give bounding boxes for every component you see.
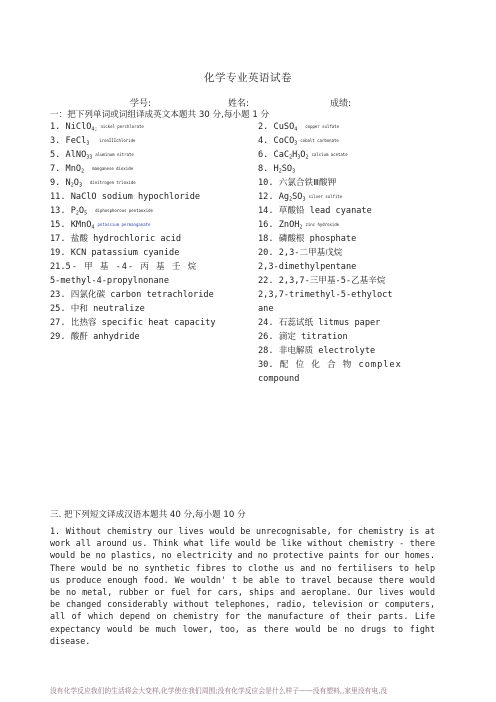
question-15: 15. KMnO$_4$ potassium permanganate bbox=[50, 220, 151, 231]
section-1-title: 一：把下列单词或词组译成英文本题共 30 分,每小题 1 分 bbox=[50, 110, 270, 120]
question-3: 3. FeCl$_3$ ironIIIchloride bbox=[50, 136, 136, 147]
question-7: 7. MnO$_2$ manganese dioxide bbox=[50, 164, 134, 175]
question-17: 17. 盐酸 hydrochloric acid bbox=[50, 234, 182, 244]
section-3-title: 三. 把下列短文译成汉语本题共 40 分,每小题 10 分 bbox=[50, 510, 246, 520]
exam-title: 化学专业英语试卷 bbox=[204, 72, 292, 84]
question-16: 16. ZnOH$_2$ zinc hydroxide bbox=[258, 220, 340, 231]
question-30-answer: compound bbox=[258, 374, 300, 384]
question-8: 8. $H_2SO_3$ bbox=[258, 164, 296, 175]
question-4: 4. CoCO$_3$ cobalt carbonate bbox=[258, 136, 339, 147]
question-22: 22. 2,3,7-三甲基-5-乙基辛烷 bbox=[258, 276, 386, 286]
question-29: 29. 酸酐 anhydride bbox=[50, 332, 140, 342]
question-12: 12. $Ag_2SO_3$ silver sulfite bbox=[258, 192, 343, 203]
question-25: 25. 中和 neutralize bbox=[50, 304, 145, 314]
question-20-answer: 2,3-dimethylpentane bbox=[258, 262, 357, 272]
question-21-answer: 5-methyl-4-propylnonane bbox=[50, 276, 169, 286]
question-18: 18. 磷酸根 phosphate bbox=[258, 234, 357, 244]
question-19: 19. KCN patassium cyanide bbox=[50, 248, 180, 258]
question-20: 20. 2,3-二甲基戊烷 bbox=[258, 248, 343, 258]
student-id-label: 学号: bbox=[130, 99, 152, 109]
question-11: 11. NaClO sodium hypochloride bbox=[50, 192, 201, 202]
question-5: 5. AlNO$_{33}$ aluminum nitrate bbox=[50, 150, 134, 161]
footer-translation-line: 没有化学反应我们的生活将会大变样,化学使在我们周围;没有化学反应会是什么样子——没有塑料,,家里没有电,没 bbox=[50, 687, 388, 695]
question-30: 30. 配 位 化 合 物 complex bbox=[258, 360, 402, 370]
passage-paragraph: 1. Without chemistry our lives would be unrecognisable, for chemistry is at work all around us. Think what life would be like without chemistry - there would be no plastics, no electricity and no protective paints for our homes. There would be no synthetic fibres to clothe us and no fertilisers to help us produce enough food. We wouldn' t be able to travel because there would be no metal, rubber or fuel for cars, ships and aeroplane. Our lives would be changed considerably without telephones, radio, television or computers, all of which depend on chemistry for the manufacture of their parts. Life expectancy would be much lower, too, as there would be no drugs to fight disease. bbox=[50, 526, 435, 646]
question-28: 28. 非电解质 electrolyte bbox=[258, 346, 376, 356]
question-6: 6. $CaC_2H_3O_2$ calcium acetate bbox=[258, 150, 348, 161]
question-10: 10. 六氯合铁Ⅲ酸钾 bbox=[258, 178, 337, 188]
score-label: 成绩: bbox=[330, 99, 352, 109]
question-21: 21.5- 甲 基 -4- 丙 基 壬 烷 bbox=[50, 262, 198, 272]
question-23: 23. 四氯化碳 carbon tetrachloride bbox=[50, 290, 214, 300]
question-9: 9. $N_2O_3$ dinitrogen trioxide bbox=[50, 178, 136, 189]
question-26: 26. 滴定 titration bbox=[258, 332, 348, 342]
question-1: 1. NiClO$_{4;}$ nickel perchlorate bbox=[50, 122, 144, 133]
name-label: 姓名: bbox=[228, 99, 250, 109]
question-24: 24. 石蕊试纸 litmus paper bbox=[258, 318, 381, 328]
question-14: 14. 草酸铅 lead cyanate bbox=[258, 206, 372, 216]
question-27: 27. 比热容 specific heat capacity bbox=[50, 318, 216, 328]
question-22-answer-cont: ane bbox=[258, 304, 274, 314]
question-13: 13. $P_2O_5$ diphosphorous pentaoxide bbox=[50, 206, 153, 217]
question-22-answer: 2,3,7-trimethyl-5-ethyloct bbox=[258, 290, 393, 300]
question-2: 2. CuSO$_4$ copper sulfate bbox=[258, 122, 339, 133]
